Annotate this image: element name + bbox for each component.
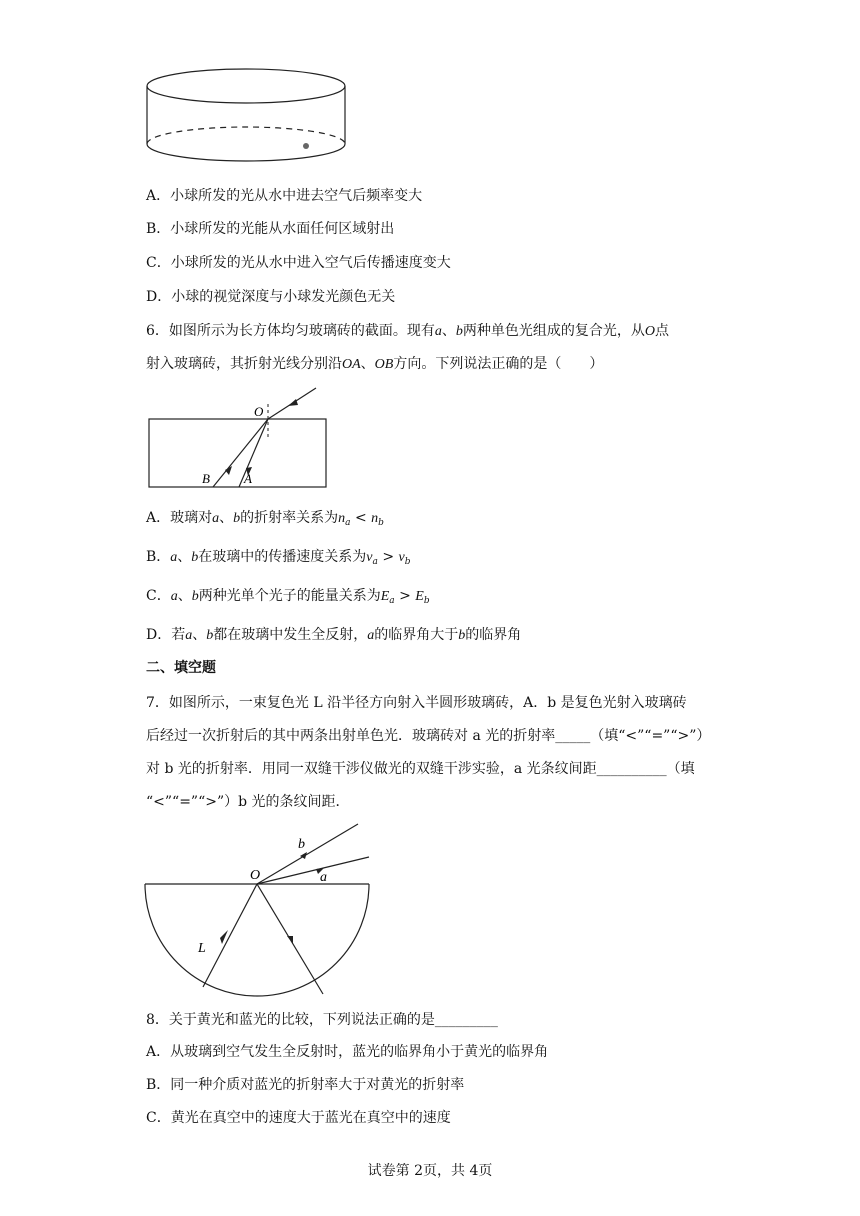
q7-stem-line2: 后经过一次折射后的其中两条出射单色光．玻璃砖对 a 光的折射率_____（填“<”“=”“>”）	[146, 728, 711, 744]
q8-option-b: B．同一种介质对蓝光的折射率大于对黄光的折射率	[146, 1077, 465, 1093]
q8-option-c: C．黄光在真空中的速度大于蓝光在真空中的速度	[146, 1110, 451, 1126]
label-a: a	[320, 870, 327, 885]
cylinder-figure	[140, 64, 356, 174]
q8-option-a: A．从玻璃到空气发生全反射时，蓝光的临界角小于黄光的临界角	[146, 1044, 549, 1060]
label-B: B	[202, 471, 210, 486]
q5-option-b: B．小球所发的光能从水面任何区域射出	[146, 221, 395, 237]
q8-stem: 8．关于黄光和蓝光的比较，下列说法正确的是_________	[146, 1012, 498, 1028]
q5-option-a: A．小球所发的光从水中进去空气后频率变大	[146, 188, 423, 204]
semicircle-figure	[140, 812, 380, 1002]
q5-option-d: D．小球的视觉深度与小球发光颜色无关	[146, 289, 396, 305]
label-b: b	[298, 837, 305, 852]
label-L: L	[198, 941, 206, 956]
q7-stem-line1: 7．如图所示，一束复色光 L 沿半径方向射入半圆形玻璃砖，A．b 是复色光射入玻璃砖	[146, 695, 687, 711]
q6-stem-line2: 射入玻璃砖，其折射光线分别沿OA、OB方向。下列说法正确的是（ ）	[146, 356, 604, 372]
q7-stem-line4: “<”“=”“>”）b 光的条纹间距．	[146, 794, 350, 810]
label-O: O	[250, 868, 261, 883]
label-A: A	[244, 471, 252, 486]
q6-option-a: A．玻璃对a、b的折射率关系为$n_a < n_b$	[146, 510, 384, 528]
label-O: O	[254, 404, 264, 419]
q6-option-d: D．若a、b都在玻璃中发生全反射，a的临界角大于b的临界角	[146, 627, 522, 643]
page-footer: 试卷第 2页，共 4页	[367, 1163, 493, 1179]
section-heading: 二、填空题	[146, 660, 216, 676]
glass-block-figure	[140, 380, 340, 490]
q7-stem-line3: 对 b 光的折射率．用同一双缝干涉仪做光的双缝干涉实验，a 光条纹间距__________（填	[146, 761, 695, 777]
q6-option-b: B．a、b在玻璃中的传播速度关系为$v_a > v_b$	[146, 549, 411, 567]
q5-option-c: C．小球所发的光从水中进入空气后传播速度变大	[146, 255, 451, 271]
q6-option-c: C．a、b两种光单个光子的能量关系为$E_a > E_b$	[146, 588, 430, 606]
q6-stem-line1: 6．如图所示为长方体均匀玻璃砖的截面。现有a、b两种单色光组成的复合光，从O点	[146, 323, 670, 339]
